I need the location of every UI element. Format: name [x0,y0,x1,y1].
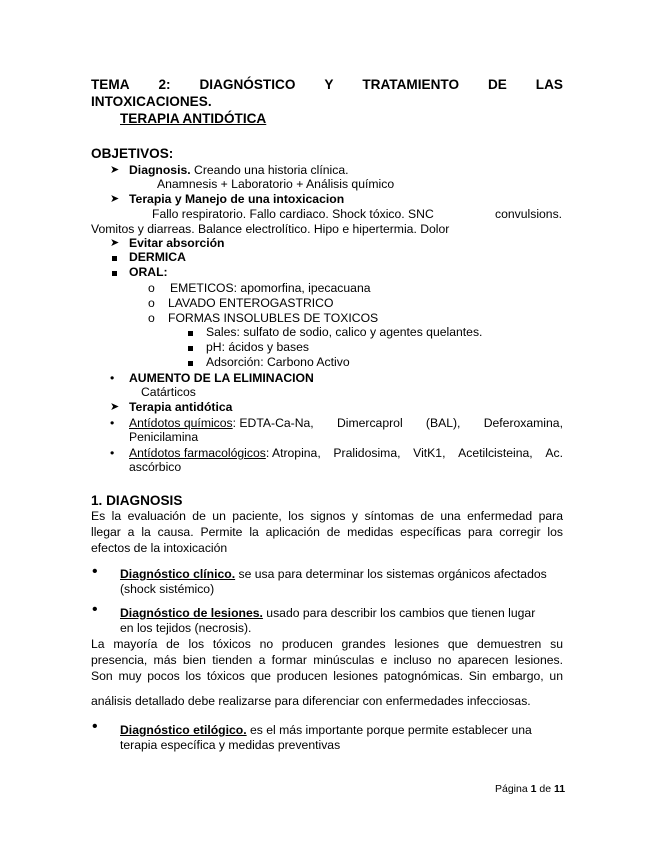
therapy-line-1b: convulsions. [495,207,563,221]
pharmacological-antidotes [129,446,563,461]
diagnosis-heading: 1. DIAGNOSIS [91,493,183,508]
therapy-label: Terapia y Manejo de una intoxicacion [129,192,345,206]
circle-bullet-icon: o [148,311,155,325]
page-word: Página [495,783,528,795]
dot-bullet-icon: • [110,446,115,460]
title-word: TEMA [91,77,130,92]
dermica-label: DERMICA [129,250,186,264]
square-bullet-icon [112,265,117,280]
insoluble-item: Adsorción: Carbono Activo [206,355,350,369]
dot-bullet-icon: • [92,563,98,580]
intro-line: efectos de la intoxicación [91,541,228,555]
subtitle: TERAPIA ANTIDÓTICA [120,111,267,126]
diagnosis-sub: Anamnesis + Laboratorio + Análisis químico [157,177,395,191]
oral-item: LAVADO ENTEROGASTRICO [168,296,334,310]
antidote-label: Terapia antidótica [129,400,233,414]
etiologic-line-2: terapia específica y medidas preventivas [120,738,341,752]
title-line-1 [91,77,563,92]
title-word: DIAGNÓSTICO [199,77,296,92]
chem-label: Antídotos químicos [129,416,233,430]
square-bullet-icon [188,355,193,370]
chem-word: Dimercaprol [336,416,403,430]
arrow-bullet-icon: ➤ [110,193,120,205]
title-word: Y [324,77,334,92]
avoid-label: Evitar absorción [129,236,225,250]
lesion-diagnosis [120,606,535,621]
diagnosis-text: Creando una historia clínica. [190,163,349,177]
etiologic-label: Diagnóstico etilógico. [120,723,247,737]
elimination-label: AUMENTO DE LA ELIMINACION [129,371,314,385]
pharm-line-2: ascórbico [129,460,182,474]
square-bullet-icon [188,340,193,355]
etiologic-text: es el más importante porque permite establecer una [246,723,532,737]
page-footer [495,782,565,797]
intro-line: llegar a la causa. Permite la aplicación de medidas específicas para corregir los [91,525,563,539]
pharm-word: Acetilcisteina, [458,446,533,460]
chem-word: Deferoxamina, [483,416,563,430]
arrow-bullet-icon: ➤ [110,237,120,249]
clinical-diagnosis [120,567,547,582]
pharm-word: Ac. [545,446,563,460]
therapy-line-1a: Fallo respiratorio. Fallo cardiaco. Shock tóxico. SNC [152,207,434,221]
chem-word: (BAL), [425,416,461,430]
chem-word: Antídotos químicos: EDTA-Ca-Na, [129,416,314,430]
clinical-line-2: (shock sistémico) [120,582,215,596]
objectives-heading: OBJETIVOS: [91,146,174,161]
lesion-label: Diagnóstico de lesiones. [120,606,263,620]
title-word: LAS [535,77,563,92]
oral-item: FORMAS INSOLUBLES DE TOXICOS [168,311,379,325]
insoluble-item: pH: ácidos y bases [206,340,309,354]
lesion-text: usado para describir los cambios que tienen lugar [262,606,536,620]
of-word: de [539,783,552,795]
diagnosis-label: Diagnosis. [129,163,191,177]
paragraph-line: La mayoría de los tóxicos no producen grandes lesiones que demuestren su [91,637,563,651]
title-line-2: INTOXICACIONES. [91,94,212,109]
dot-bullet-icon: • [92,601,98,618]
paragraph-line: Son muy pocos los tóxicos que producen lesiones patognómicas. Sin embargo, un [91,669,563,683]
title-word: TRATAMIENTO [362,77,460,92]
title-word: 2: [158,77,171,92]
paragraph-line: presencia, más bien tienden a formar minúsculas e incluso no aparecen lesiones. [91,653,563,667]
oral-label: ORAL: [129,265,168,279]
pharm-label: Antídotos farmacológicos [129,446,266,460]
lesion-line-2: en los tejidos (necrosis). [120,621,252,635]
paragraph-line: análisis detallado debe realizarse para diferenciar con enfermedades infecciosas. [91,694,531,708]
oral-item: EMETICOS: apomorfina, ipecacuana [170,281,371,295]
circle-bullet-icon: o [148,296,155,310]
page-number: 1 [530,783,537,795]
pharm-word: VitK1, [413,446,446,460]
clinical-text: se usa para determinar los sistemas orgánicos afectados [235,567,547,581]
chemical-antidotes [129,416,563,431]
pharm-word: Antídotos farmacológicos: Atropina, [129,446,321,460]
page-total: 11 [554,783,566,795]
dot-bullet-icon: • [92,718,98,735]
arrow-bullet-icon: ➤ [110,164,120,176]
diagnosis-objective [129,163,349,178]
etiologic-diagnosis [120,723,532,738]
square-bullet-icon [112,250,117,265]
intro-line: Es la evaluación de un paciente, los signos y síntomas de una enfermedad para [91,509,563,523]
pharm-word: Pralidosima, [333,446,401,460]
clinical-label: Diagnóstico clínico. [120,567,236,581]
chem-line-2: Penicilamina [129,430,199,444]
square-bullet-icon [188,325,193,340]
dot-bullet-icon: • [110,371,115,385]
title-word: DE [487,77,507,92]
circle-bullet-icon: o [148,281,155,295]
arrow-bullet-icon: ➤ [110,401,120,413]
dot-bullet-icon: • [110,416,115,430]
elimination-sub: Catárticos [141,385,196,399]
therapy-line-2: Vomitos y diarreas. Balance electrolítico. Hipo e hipertermia. Dolor [91,222,450,236]
insoluble-item: Sales: sulfato de sodio, calico y agentes quelantes. [206,325,483,339]
